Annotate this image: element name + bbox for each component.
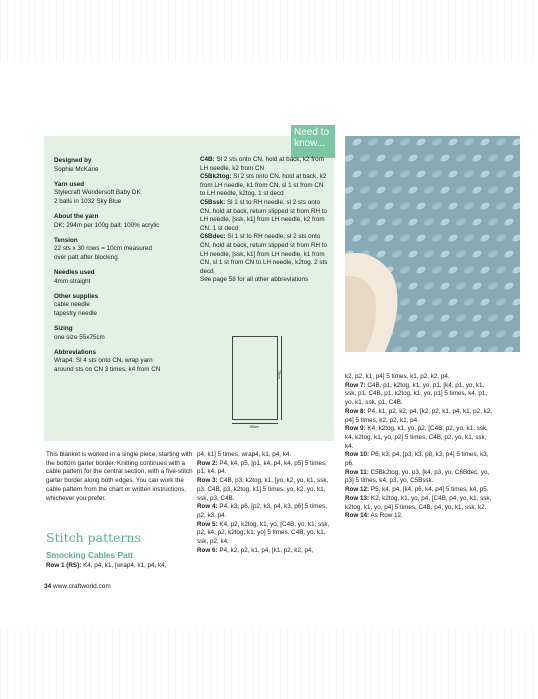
pattern-row (197, 503, 337, 520)
pattern-row (197, 521, 337, 547)
row-text: P4, k3, p6, [p2, k3, p4, k3, p6] 5 times, p2, k3, p4. (197, 503, 327, 519)
info-line: cable needle (54, 301, 90, 309)
row-text: As Row 12. (369, 512, 403, 520)
info-line: one size 55x75cm (54, 333, 105, 341)
website-link: www.craftworld.com (51, 583, 111, 590)
pattern-row (345, 425, 495, 451)
need-to-know-tab (291, 125, 335, 158)
row-label: Row 3: (197, 477, 218, 485)
pattern-rows-right (345, 373, 495, 521)
row-label: Row 9: (345, 425, 366, 433)
abbreviation-entry (200, 199, 330, 233)
footer-background (0, 629, 538, 699)
pattern-row (197, 460, 337, 477)
row-1-text: K4, p4, k1, [wrap4, k1, p4, k4, (81, 562, 167, 569)
pattern-row (345, 382, 495, 408)
pattern-rows-middle (197, 451, 337, 555)
abbreviation-entry (200, 156, 330, 173)
pattern-row (345, 469, 495, 486)
height-dimension-line (281, 336, 282, 420)
abbreviation-term: C6Bdec: (200, 233, 226, 241)
tab-line2: know... (294, 138, 326, 149)
row-1 (46, 562, 194, 571)
info-line: over patt after blocking (54, 253, 118, 261)
info-heading: Yarn used (54, 180, 85, 188)
row-text: C5Bk2tog, yo, p3, [k4, p3, yo, C6Bdec, yo, p3] 5 times, k4, p3, yo, C5Bssk. (345, 468, 490, 485)
abbreviation-term: C5Bssk: (200, 198, 226, 206)
stitch-patterns-heading: Stitch patterns (46, 530, 141, 545)
pattern-row (345, 512, 495, 521)
row-text: k2, p2, k1, p4] 5 times, k1, p2, k2, p4. (345, 373, 450, 380)
pattern-row (345, 373, 495, 382)
row-text: P6, k3, p4, [p3, k3, p8, k3, p4] 5 times, k3, p6. (345, 451, 489, 468)
height-label: 75cm (277, 370, 281, 379)
abbreviation-entry (200, 173, 330, 199)
pattern-row (197, 547, 337, 556)
row-text: K4, k2tog, k1, yo, p2, [C4B, p2, yo, k1, ssk, k4, k2tog, k1, yo, p2] 5 times, C4B, p2, yo, k1, ssk, k4. (345, 425, 488, 450)
row-label: Row 10: (345, 451, 370, 459)
pattern-row (197, 451, 337, 460)
pattern-row (345, 408, 495, 425)
info-line: DK; 294m per 100g ball; 100% acrylic (54, 221, 160, 229)
knitted-blanket-photo (345, 136, 520, 352)
row-text: C4B, p3, k2tog, k1, [yo, k2, yo, k1, ssk, p3, C4B, p3, k2tog, k1] 5 times, yo, k2, yo, k1, ssk, p3, C4B. (197, 477, 329, 502)
row-text: K2, k2tog, k1, yo, p4, [C4B, p4, yo, k1, ssk, k2tog, k1, yo, p4] 5 times, C4B, p4, yo, k1, ssk, k2. (345, 494, 492, 511)
row-text: p4, k1] 5 times, wrap4, k1, p4, k4. (197, 451, 292, 458)
abbreviations-column (200, 156, 330, 285)
smocking-cables-heading: Smocking Cables Patt (46, 550, 134, 560)
info-line: tapestry needle (54, 309, 98, 317)
info-line: around sts on CN 3 times, k4 from CN (54, 365, 161, 373)
pattern-row (345, 451, 495, 468)
row-label: Row 14: (345, 512, 370, 520)
width-dimension-line (232, 423, 278, 424)
info-heading: Tension (54, 236, 78, 244)
abbreviation-text: Sl 1 st to RH needle, sl 2 sts onto CN, hold at back, return slipped st from RH to LH needle, [ssk, k1] from LH needle, k1 from CN, sl 1 st from CN to LH needle, k2tog. 2 sts decd (200, 233, 328, 275)
pattern-row (197, 477, 337, 503)
header-background (0, 0, 538, 62)
row-label: Row 7: (345, 381, 366, 389)
info-heading: Sizing (54, 324, 73, 332)
info-heading: Needles used (54, 268, 95, 276)
width-label: 55cm (250, 425, 259, 429)
abbreviation-text: Sl 1 st to RH needle, sl 2 sts onto CN, hold at back, return slipped st from RH to LH needle, [ssk, k1] from LH needle, k2 from CN. 1 st decd (200, 198, 328, 232)
row-text: C4B, p1, k2tog, k1, yo, p1, [k4, p1, yo, k1, ssk, p1, C4B, p1, k2tog, k1, yo, p1] 5 times, k4, p1, yo, k1, ssk, p1, C4B. (345, 381, 488, 407)
row-text: P4, k1, p2, k2, p4, [k2, p2, k1, p4, k1, p2, k2, p4] 5 times, k2, p2, k1, p4. (345, 407, 493, 424)
row-label: Row 2: (197, 459, 218, 467)
tab-line1: Need to (294, 127, 330, 138)
abbreviation-text: Sl 2 sts onto CN, hold at back, k2 from LH needle, k1 from CN, sl 1 st from CN to LH needle, k2tog. 1 st decd (200, 173, 327, 198)
row-text: P4, k4, p5, [p1, k4, p4, k4, p5] 5 times, p1, k4, p4. (197, 459, 327, 476)
row-label: Row 13: (345, 494, 370, 502)
info-line: Wrap4: Sl 4 sts onto CN, wrap yarn (54, 357, 153, 365)
abbreviation-term: C4B: (200, 156, 215, 163)
row-text: K4, p2, k2tog, k1, yo, [C4B, yo, k1, ssk, p2, k4, p2, k2tog, k1, yo] 5 times, C4B, yo, k1, ssk, p2, k4. (197, 520, 330, 546)
row-label: Row 5: (197, 520, 218, 528)
intro-text: This blanket is worked in a single piece, starting with the bottom garter border. Knitting continues with a cable pattern for the central section, with a five-stitch garter border along both edges. You can work the cable pattern from the chart or written instructions, whichever you prefer. (46, 451, 193, 502)
row-text: P5, k4, p4, [k4, p6, k4, p4] 5 times, k4, p5. (369, 486, 489, 494)
abbreviation-term: C5Bk2tog: (200, 173, 232, 181)
info-line: 22 sts x 30 rows = 10cm measured (54, 245, 152, 253)
page-number: 34 (44, 583, 52, 590)
info-line: Sophie McKane (54, 165, 99, 173)
row-label: Row 11: (345, 468, 369, 476)
info-heading: About the yarn (54, 212, 99, 220)
info-heading: Other supplies (54, 292, 99, 300)
row-1-label: Row 1 (RS): (46, 562, 82, 569)
abbreviation-text: See page 58 for all other abbreviations (200, 276, 309, 284)
info-heading: Abbreviations (54, 348, 96, 356)
pattern-row (345, 486, 495, 495)
info-line: Stylecraft Wondersoft Baby DK (54, 189, 141, 197)
row-text: P4, k2, p2, k1, p4, [k1, p2, k2, p4, (217, 546, 314, 554)
info-line: 4mm straight (54, 277, 91, 285)
row-label: Row 4: (197, 503, 218, 511)
blanket-diagram (232, 336, 278, 420)
info-line: 2 balls in 1032 Sky Blue (54, 197, 122, 205)
abbreviation-entry (200, 276, 330, 285)
row-label: Row 6: (197, 546, 218, 554)
row-label: Row 12: (345, 486, 370, 494)
info-heading: Designed by (54, 157, 92, 164)
abbreviation-text: Sl 2 sts onto CN, hold at back, k2 from LH needle, k2 from CN (200, 156, 324, 172)
row-label: Row 8: (345, 407, 366, 415)
page-footer (44, 583, 111, 590)
abbreviation-entry (200, 233, 330, 276)
info-column (54, 157, 194, 374)
pattern-row (345, 495, 495, 512)
